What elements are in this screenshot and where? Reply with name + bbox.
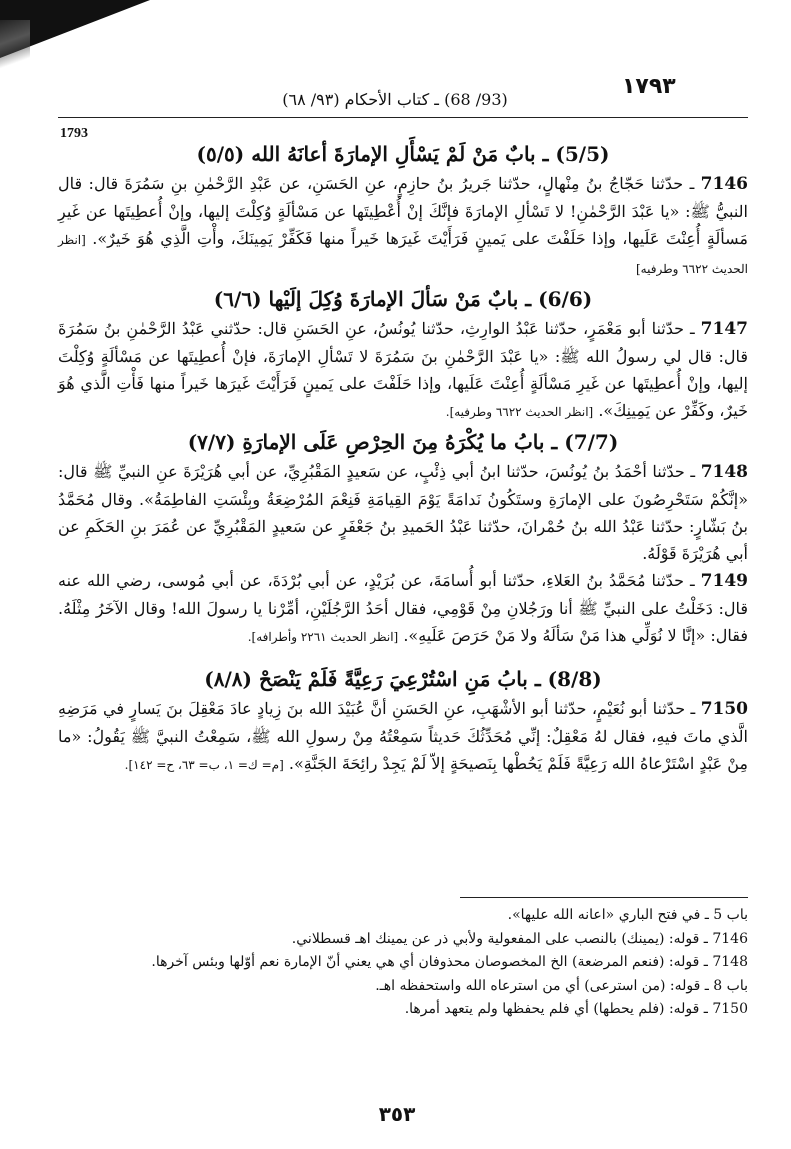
footnote: 7146 ـ قوله: (يمينك) بالنصب على المفعولية ولأبي ذر عن يمينك اهـ قسطلاني. xyxy=(291,930,748,947)
chapter-title: (7/7) ـ بابُ ما يُكْرَهُ مِنَ الحِرْصِ عَلَى الإمارَةِ (٧/٧) xyxy=(187,430,619,454)
footnote: باب 8 ـ قوله: (من استرعى) أي من استرعاه الله واستحفظه اهـ. xyxy=(375,977,748,994)
footnote: باب 5 ـ في فتح الباري «اعانه الله عليها». xyxy=(507,907,748,923)
hadith-number: 7146 xyxy=(700,174,748,194)
footnote: 7148 ـ قوله: (فنعم المرضعة) الخ المخصوصان محذوفان أي هي يعني أنّ الإمارة نعم أوّلها وبئس آخرها. xyxy=(151,954,748,970)
hadith-text: ـ حدّثنا مُحَمَّدُ بنُ العَلاءِ، حدّثنا أبو أُسامَةَ، عن بُرَيْدٍ، عن أبي بُرْدَةَ، عن أبي مُوسى، رضي الله عنه قال: دَخَلْتُ على النبيِّ ﷺ أنا ورَجُلانِ مِنْ قَوْمِي، فقال أحَدُ الرَّجُلَيْنِ، أمِّرْنا يا رسولَ الله! وقال الآخَرُ مِثْلَهُ. فقال: «إنَّا لا نُوَلِّي هذا مَنْ سَألَهُ ولا مَنْ حَرَصَ عَلَيهِ». xyxy=(58,571,748,645)
chapter-title: (6/6) ـ بابٌ مَنْ سَألَ الإمارَةَ وُكِلَ إلَيْها (٦/٦) xyxy=(213,287,593,311)
hadith-7148 xyxy=(58,458,748,567)
footnotes xyxy=(58,904,748,1022)
page-number-arabic: ١٧٩٣ xyxy=(622,74,676,99)
footnote-divider xyxy=(460,897,748,898)
hadith-text: ـ حدّثنا أبو نُعَيْمٍ، حدّثنا أبو الأشْهَبِ، عنِ الحَسَنِ أنَّ عُبَيْدَ الله بنَ زِيادٍ عادَ مَعْقِلَ بنَ يَسارٍ في مَرَضِهِ الَّذي ماتَ فيهِ، فقال لهُ مَعْقِلٌ: إنِّي مُحَدِّثُكَ حَديثاً سَمِعْتُهُ مِنْ رسولِ الله ﷺ، سَمِعْتُ النبيَّ ﷺ يَقُولُ: «ما مِنْ عَبْدٍ اسْتَرْعاهُ الله رَعِيَّةً فَلَمْ يَحُطْها بِنَصيحَةٍ إلاّ لَمْ يَجِدْ رائِحَةَ الجَنَّةِ». xyxy=(58,699,748,773)
hadith-7149 xyxy=(58,567,748,651)
cross-reference: [انظر الحديث ٢٢٦١ وأطرافه]. xyxy=(247,630,399,644)
hadith-7147 xyxy=(58,315,748,426)
chapter-title: (8/8) ـ بابُ مَنِ اسْتُرْعِيَ رَعِيَّةً فَلَمْ يَنْصَحْ (٨/٨) xyxy=(204,667,602,691)
footer-page-number: ٣٥٣ xyxy=(378,1102,416,1126)
page-number-latin: 1793 xyxy=(60,126,88,141)
hadith-number: 7147 xyxy=(700,319,748,339)
cross-reference: [انظر الحديث ٦٦٢٢ وطرفيه]. xyxy=(445,405,594,419)
chapter-title: (5/5) ـ بابٌ مَنْ لَمْ يَسْأَلِ الإمارَةَ أعانَهُ الله (٥/٥) xyxy=(196,142,610,166)
hadith-7146 xyxy=(58,170,748,283)
hadith-text: ـ حدّثنا أحْمَدُ بنُ يُونُسَ، حدّثنا ابنُ أبي ذِئْبٍ، عن سَعيدٍ المَقْبُرِيِّ، عن أبي هُرَيْرَةَ عنِ النبيِّ ﷺ قال: «إنَّكُمْ سَتَحْرِصُونَ على الإمارَةِ وستَكُونُ نَدامَةً يَوْمَ القِيامَةِ فَنِعْمَ المُرْضِعَةُ وبِئْسَتِ الفاطِمَةُ». وقال مُحَمَّدُ بنُ بَشّارٍ: حدّثنا عَبْدُ الله بنُ حُمْرانَ، حدّثنا عَبْدُ الحَميدِ بنُ جَعْفَرٍ عن سَعيدٍ المَقْبُرِيِّ عن عُمَرَ بنِ الحَكَمِ عن أبي هُرَيْرَةَ قَوْلَهُ. xyxy=(58,462,749,563)
hadith-text: ـ حدّثنا حَجّاجُ بنُ مِنْهالٍ، حدّثنا جَريرُ بنُ حازِمٍ، عنِ الحَسَنِ، عن عَبْدِ الرَّحْمٰنِ بنِ سَمُرَةَ قال: قال النبيُّ ﷺ: «يا عَبْدَ الرَّحْمٰنِ! لا تَسْألِ الإمارَةَ فإنَّكَ إنْ أُعْطِيتَها عن مَسْألَةٍ وُكِلْتَ إليها، وإنْ أُعطِيتَها عن غَيرِ مَسألَةٍ أُعِنْتَ عَلَيها، وإذا حَلَفْتَ على يَمينٍ فَرَأَيْتَ غَيرَها خَيراً منها فَكَفِّرْ يَمِينَكَ، وأْتِ الَّذِي هُوَ خَيرٌ». xyxy=(58,174,748,248)
hadith-number: 7148 xyxy=(700,462,749,482)
cross-reference: [انظر الحديث ٦٦٢٢ وطرفيه] xyxy=(58,233,748,276)
scan-shadow-edge xyxy=(0,20,30,70)
footnote: 7150 ـ قوله: (فلم يحطها) أي فلم يحفظها ولم يتعهد أمرها. xyxy=(404,1001,748,1017)
hadith-number: 7150 xyxy=(700,699,749,719)
main-text xyxy=(58,138,748,779)
running-head: (93/ 68) ـ كتاب الأحكام (٩٣/ ٦٨) xyxy=(282,90,508,109)
hadith-text: ـ حدّثنا أبو مَعْمَرٍ، حدّثنا عَبْدُ الوارِثِ، حدّثنا يُونُسُ، عنِ الحَسَنِ قال: حدّثني عَبْدُ الرَّحْمٰنِ بنُ سَمُرَةَ قال: قال لي رسولُ الله ﷺ: «يا عَبْدَ الرَّحْمٰنِ بنَ سَمُرَةَ لا تَسْألِ الإمارَةَ، فإنْ أُعطِيتَها عن مَسْألَةٍ وُكِلْتَ إليها، وإنْ أُعطِيتَها عن غَيرِ مَسْألَةٍ أُعِنْتَ عَلَيها، وإذا حَلَفْتَ على يَمينٍ فَرَأَيْتَ غَيرَها خَيراً منها فَأْتِ الَّذي هُوَ خَيرٌ، وكَفِّرْ عن يَمِينِكَ». xyxy=(58,319,748,420)
hadith-7150 xyxy=(58,695,748,779)
cross-reference: [م= ك= ١، ب= ٦٣، ح= ١٤٢]. xyxy=(124,758,284,772)
hadith-number: 7149 xyxy=(700,571,748,591)
header-divider xyxy=(58,117,748,118)
